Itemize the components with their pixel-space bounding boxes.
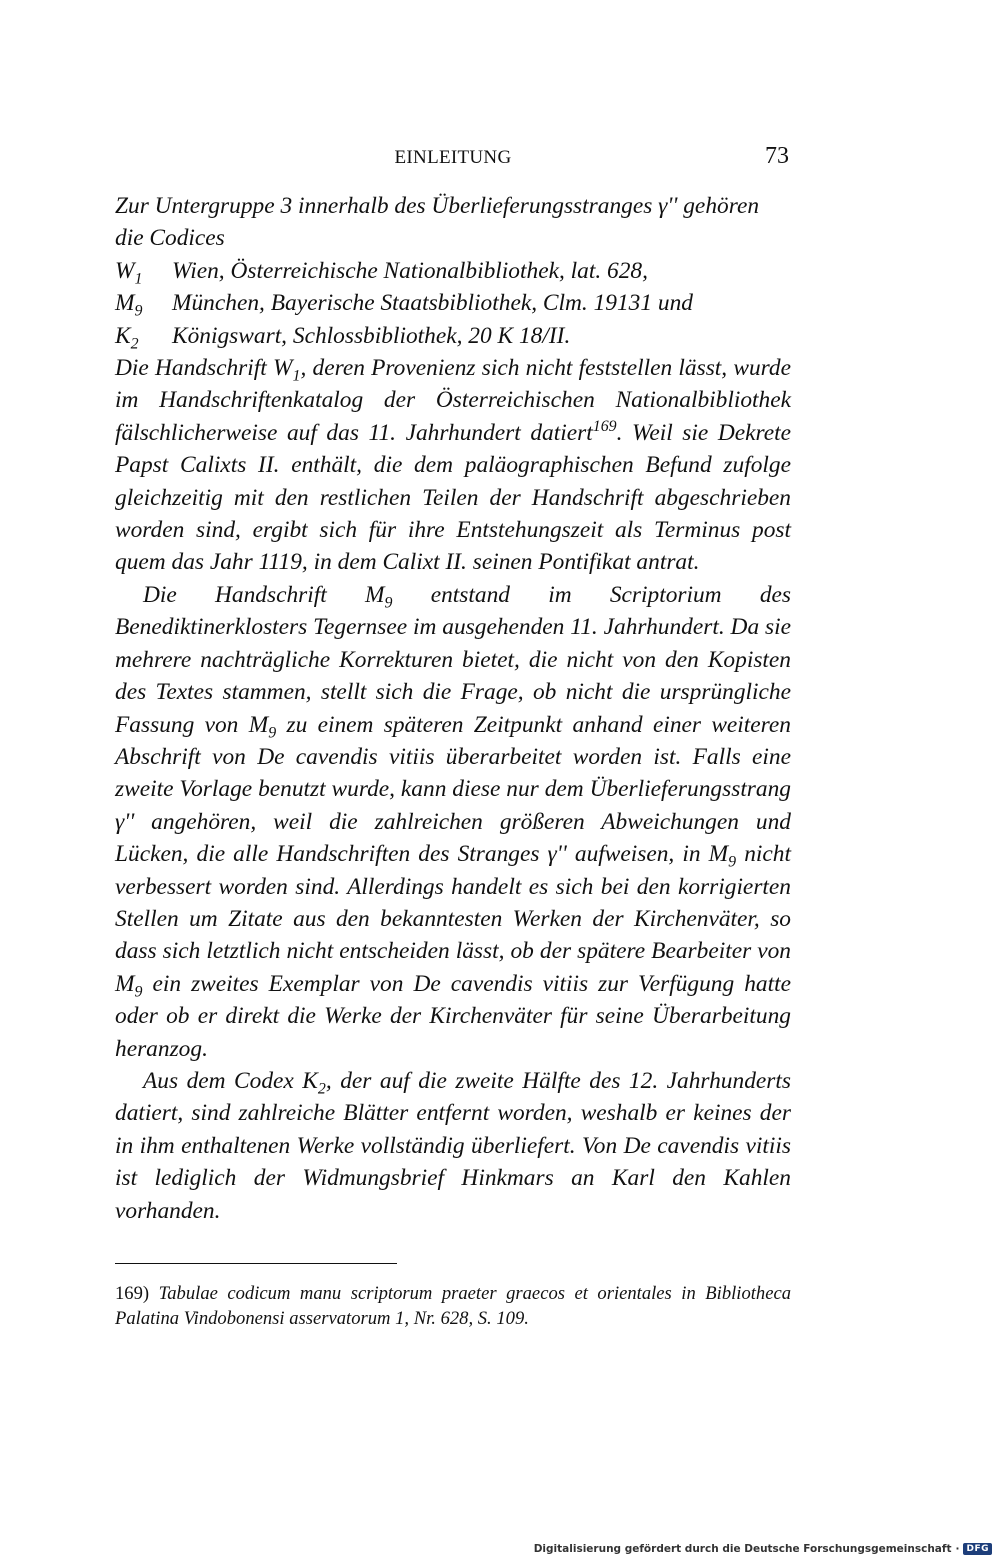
footnote-reference: 169 bbox=[592, 418, 617, 436]
page-number: 73 bbox=[765, 143, 789, 169]
intro-line-1: Zur Untergruppe 3 innerhalb des Überlieferungsstranges γ'' gehören bbox=[115, 193, 760, 219]
digitization-credit: Digitalisierung gefördert durch die Deutsche Forschungsgemeinschaft · DFG bbox=[534, 1543, 992, 1555]
codex-siglum: $K_2$ bbox=[115, 322, 139, 353]
codex-entry-m9 bbox=[115, 287, 791, 319]
codex-description: Wien, Österreichische Nationalbibliothek, lat. 628, bbox=[172, 257, 648, 284]
codex-siglum: $W_1$ bbox=[115, 257, 143, 288]
main-text bbox=[115, 190, 791, 1227]
dfg-logo: DFG bbox=[963, 1543, 992, 1555]
running-head: EINLEITUNG bbox=[394, 147, 512, 168]
footnote-citation: 1, Nr. 628, S. 109. bbox=[395, 1308, 529, 1329]
paragraph-w1: Die Handschrift $W_1$, deren Provenienz sich nicht feststellen lässt, wurde im Handschriftenkatalog der Österreichischen Nationalbibliothek fälschlicherweise auf das 11. Jahrhundert datiert$^{169}$. Weil sie Dekrete Papst Calixts II. enthält, die dem paläographischen Befund zufolge gleichzeitig mit den restlichen Teilen der Handschrift abgeschrieben worden sind, ergibt sich für ihre Entstehungszeit als Terminus post quem das Jahr 1119, in dem Calixt II. seinen Pontifikat antrat. bbox=[115, 355, 792, 576]
paragraph-m9: Die Handschrift $M_9$ entstand im Scriptorium des Benediktinerklosters Tegernsee im ausgehenden 11. Jahrhundert. Da sie mehrere nachträgliche Korrekturen bietet, die nicht von den Kopisten des Textes stammen, stellt sich die Frage, ob nicht die ursprüngliche Fassung von $M_9$ zu einem späteren Zeitpunkt anhand einer weiteren Abschrift von De cavendis vitiis überarbeitet worden ist. Falls eine zweite Vorlage benutzt wurde, kann diese nur dem Überlieferungsstrang γ'' angehören, weil die zahlreichen größeren Abweichungen und Lücken, die alle Handschriften des Stranges γ'' aufweisen, in $M_9$ nicht verbessert worden sind. Allerdings handelt es sich bei den korrigierten Stellen um Zitate aus den bekanntesten Werken der Kirchenväter, so dass sich letztlich nicht entscheiden lässt, ob der spätere Bearbeiter von $M_9$ ein zweites Exemplar von De cavendis vitiis zur Verfügung hatte oder ob er direkt die Werke der Kirchenväter für seine Überarbeitung heranzog. bbox=[115, 581, 791, 1062]
footnote-separator bbox=[115, 1263, 397, 1264]
codex-siglum: $M_9$ bbox=[115, 290, 143, 320]
paragraph-k2: Aus dem Codex $K_2$, der auf die zweite Hälfte des 12. Jahrhunderts datiert, sind zahlreiche Blätter entfernt worden, weshalb er keines der in ihm enthaltenen Werke vollständig überliefert. Von De cavendis vitiis ist lediglich der Widmungsbrief Hinkmars an Karl den Kahlen vorhanden. bbox=[115, 1067, 791, 1224]
codex-description: Königswart, Schlossbibliothek, 20 K 18/II. bbox=[172, 322, 571, 349]
footnote-title: Tabulae codicum manu scriptorum praeter graecos et orientales in Bibliotheca Palatina Vindobonensi asservatorum bbox=[115, 1283, 792, 1329]
intro-line-2: die Codices bbox=[115, 225, 225, 252]
credit-text: Digitalisierung gefördert durch die Deutsche Forschungsgemeinschaft bbox=[533, 1543, 952, 1555]
page-header bbox=[115, 143, 791, 179]
codex-entry-w1 bbox=[115, 255, 791, 287]
intro-paragraph bbox=[115, 190, 791, 255]
footnote-number: 169) bbox=[115, 1283, 150, 1304]
codex-entry-k2 bbox=[115, 320, 791, 352]
footnote-169 bbox=[115, 1281, 791, 1331]
codex-description: München, Bayerische Staatsbibliothek, Clm. 19131 und bbox=[172, 290, 694, 317]
